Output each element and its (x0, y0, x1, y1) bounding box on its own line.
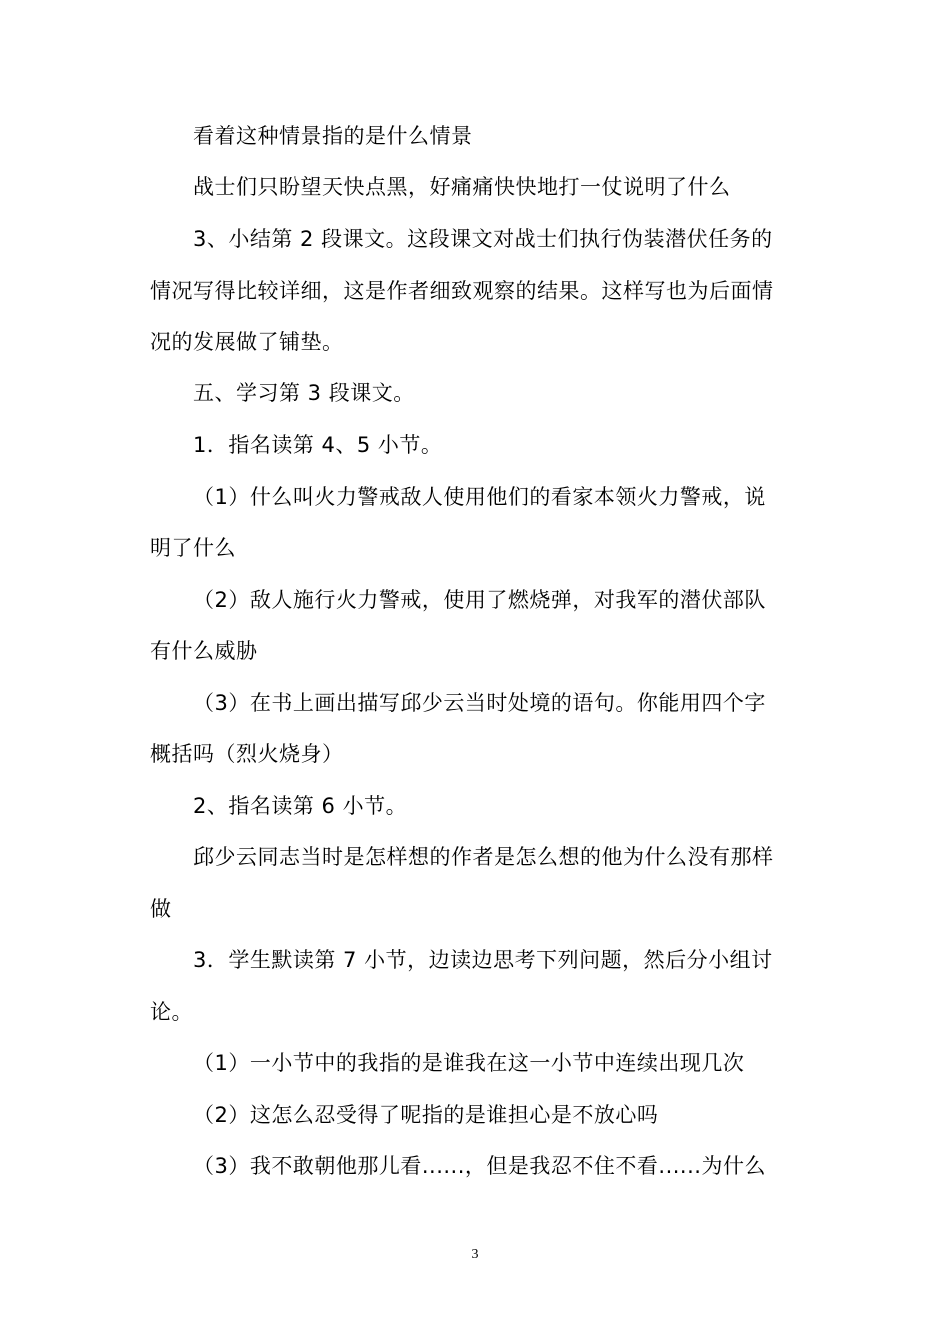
page-number: 3 (471, 1247, 479, 1262)
text-line-3: 3、小结第 2 段课文。这段课文对战士们执行伪装潜伏任务的 (193, 227, 773, 251)
text-line-15: 邱少云同志当时是怎样想的作者是怎么想的他为什么没有那样 (193, 845, 774, 869)
text-line-17: 3．学生默读第 7 小节，边读边思考下列问题，然后分小组讨 (193, 948, 773, 972)
text-line-11: 有什么威胁 (150, 639, 258, 663)
text-line-14: 2、指名读第 6 小节。 (193, 794, 408, 818)
text-line-18: 论。 (150, 1000, 193, 1024)
text-line-9: 明了什么 (150, 536, 236, 560)
text-line-5: 况的发展做了铺垫。 (150, 330, 344, 354)
text-line-6: 五、学习第 3 段课文。 (193, 381, 415, 405)
text-line-19: （1）一小节中的我指的是谁我在这一小节中连续出现几次 (193, 1051, 745, 1075)
text-line-1: 看着这种情景指的是什么情景 (193, 124, 473, 148)
text-line-10: （2）敌人施行火力警戒，使用了燃烧弹，对我军的潜伏部队 (193, 588, 766, 612)
text-line-20: （2）这怎么忍受得了呢指的是谁担心是不放心吗 (193, 1103, 659, 1127)
text-line-16: 做 (150, 897, 172, 921)
text-line-13: 概括吗（烈火烧身） (150, 742, 344, 766)
text-line-2: 战士们只盼望天快点黑，好痛痛快快地打一仗说明了什么 (193, 175, 731, 199)
text-line-21: （3）我不敢朝他那儿看......，但是我忍不住不看......为什么 (193, 1154, 766, 1178)
text-line-7: 1．指名读第 4、5 小节。 (193, 433, 443, 457)
text-line-8: （1）什么叫火力警戒敌人使用他们的看家本领火力警戒，说 (193, 485, 766, 509)
text-line-4: 情况写得比较详细，这是作者细致观察的结果。这样写也为后面情 (150, 279, 774, 303)
text-line-12: （3）在书上画出描写邱少云当时处境的语句。你能用四个字 (193, 691, 766, 715)
